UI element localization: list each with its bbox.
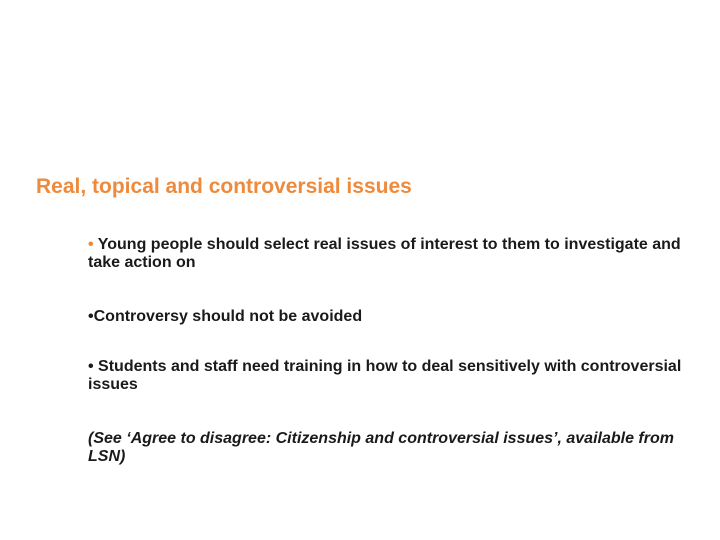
reference-note: (See ‘Agree to disagree: Citizenship and controversial issues’, available from LSN) [88,430,674,465]
bullet-marker: • [88,236,94,253]
bullet-marker: • [88,358,94,375]
bullet-item-controversy [88,308,688,326]
bullet-item-training [88,358,688,394]
slide-title: Real, topical and controversial issues [36,175,412,198]
bullet-item-young-people [88,236,688,272]
bullet-text: Students and staff need training in how to deal sensitively with controversial issues [88,358,682,393]
bullet-marker: • [88,308,94,325]
bullet-text: Young people should select real issues of interest to them to investigate and take action on [88,236,681,271]
bullet-text: Controversy should not be avoided [93,308,363,325]
